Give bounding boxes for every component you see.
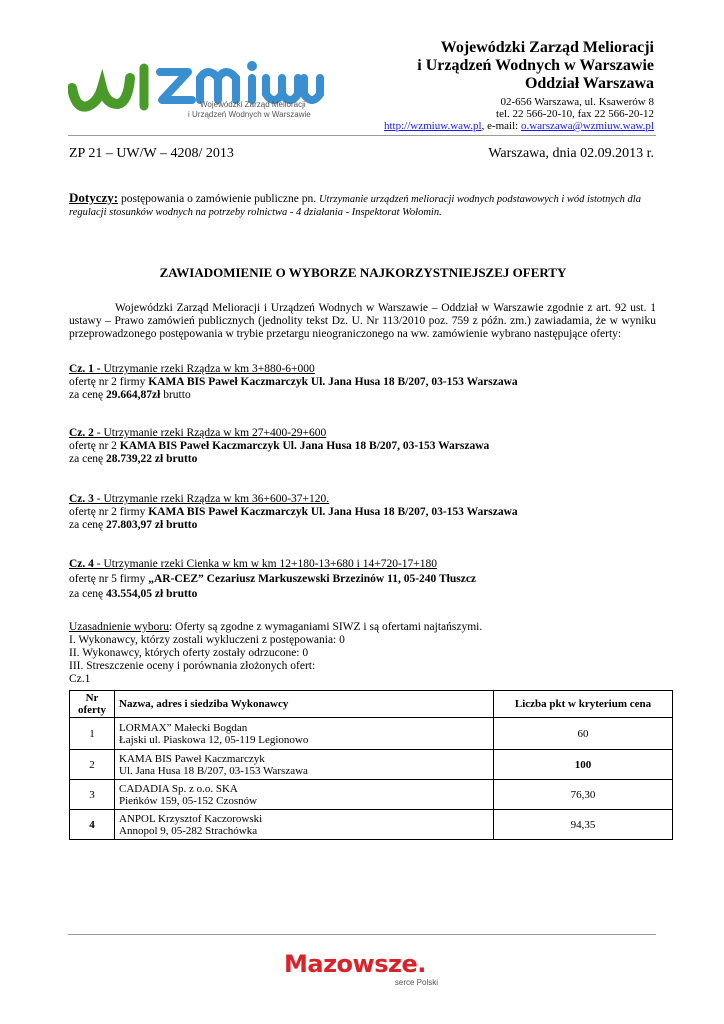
footer-divider	[68, 934, 656, 935]
price: 43.554,05 zł brutto	[106, 588, 198, 600]
cell-contractor	[115, 780, 494, 810]
offer-prefix: ofertę nr 2	[69, 440, 120, 452]
org-name-line3: Oddział Warszawa	[524, 75, 654, 92]
contractor-address: Ul. Jana Husa 18 B/207, 03-153 Warszawa	[119, 764, 308, 777]
org-phone: tel. 22 566-20-10, fax 22 566-20-12	[496, 108, 654, 120]
table-header-row	[70, 691, 673, 718]
website-link[interactable]: http://wzmiuw.waw.pl	[384, 120, 482, 132]
cell-score: 94,35	[494, 810, 673, 840]
justification-text: : Oferty są zgodne z wymaganiami SIWZ i są ofertami najtańszymi.	[168, 621, 483, 633]
justification-line4: Cz.1	[69, 673, 91, 685]
offer-prefix: ofertę nr 2 firmy	[69, 506, 149, 518]
doc-place-date: Warszawa, dnia 02.09.2013 r.	[488, 146, 654, 161]
org-name-line2: i Urządzeń Wodnych w Warszawie	[417, 57, 654, 74]
mazowsze-logo-text: Mazowsze.	[284, 950, 426, 978]
price: 28.739,22 zł brutto	[106, 453, 198, 465]
regarding-label: Dotyczy:	[69, 190, 119, 205]
price-prefix: za cenę	[69, 389, 107, 401]
regarding	[69, 191, 659, 219]
contractor-address: Annopol 9, 05-282 Strachówka	[119, 824, 258, 837]
table-row	[70, 780, 673, 810]
contractor-name: LORMAX” Małecki Bogdan	[119, 721, 248, 734]
col-header-name: Nazwa, adres i siedziba Wykonawcy	[115, 691, 494, 718]
part-3	[69, 493, 669, 532]
cell-nr: 4	[70, 810, 115, 840]
doc-title: ZAWIADOMIENIE O WYBORZE NAJKORZYSTNIEJSZEJ OFERTY	[159, 265, 567, 280]
cell-score: 100	[494, 750, 673, 780]
contractor-name: ANPOL Krzysztof Kaczorowski	[119, 812, 263, 825]
logo-caption-1: Wojewódzki Zarząd Melioracji	[200, 100, 306, 109]
part-label: Cz. 4	[69, 558, 94, 570]
price-prefix: za cenę	[69, 453, 107, 465]
part-title: - Utrzymanie rzeki Cienka w km w km 12+180-13+680 i 14+720-17+180	[93, 558, 438, 570]
offer-firm: KAMA BIS Paweł Kaczmarczyk Ul. Jana Husa 18 B/207, 03-153 Warszawa	[119, 440, 490, 452]
mazowsze-logo	[284, 950, 444, 994]
price-suffix: brutto	[160, 389, 191, 401]
part-label: Cz. 1 -	[69, 363, 101, 375]
part-title: - Utrzymanie rzeki Rządza w km 36+600-37+120.	[93, 493, 330, 505]
price-prefix: za cenę	[69, 588, 107, 600]
intro-paragraph: Wojewódzki Zarząd Melioracji i Urządzeń Wodnych w Warszawie – Oddział w Warszawie zgodnie z art. 92 ust. 1 ustawy – Prawo zamówień publicznych (jednolity tekst Dz. U. Nr 113/2010 poz. 759 z późn. zm.) zawiadamia, że w wyniku przeprowadzonego postępowania w trybie przetargu nieograniczonego na ww. zamówienie wybrano następujące oferty:	[69, 302, 656, 340]
table-row	[70, 718, 673, 750]
table-row	[70, 750, 673, 780]
table-row	[70, 810, 673, 840]
offer-firm: „AR-CEZ” Cezariusz Markuszewski Brzezinów 11, 05-240 Tłuszcz	[148, 573, 477, 585]
col-header-score: Liczba pkt w kryterium cena	[494, 691, 673, 718]
part-1	[69, 363, 669, 402]
cell-contractor	[115, 750, 494, 780]
cell-score: 76,30	[494, 780, 673, 810]
part-title: - Utrzymanie rzeki Rządza w km 27+400-29+600	[93, 427, 327, 439]
cell-nr: 2	[70, 750, 115, 780]
offer-firm: KAMA BIS Paweł Kaczmarczyk Ul. Jana Husa 18 B/207, 03-153 Warszawa	[148, 506, 518, 518]
email-link[interactable]: o.warszawa@wzmiuw.waw.pl	[520, 120, 654, 132]
price-prefix: za cenę	[69, 519, 107, 531]
header-divider	[68, 135, 656, 136]
results-table	[69, 690, 673, 840]
email-label: , e-mail:	[481, 120, 521, 132]
justification	[69, 621, 669, 686]
offer-prefix: ofertę nr 5 firmy	[69, 573, 149, 585]
price: 27.803,97 zł brutto	[106, 519, 198, 531]
part-label: Cz. 3	[69, 493, 94, 505]
cell-nr: 1	[70, 718, 115, 750]
col-header-nr: Nr oferty	[70, 691, 115, 718]
doc-reference: ZP 21 – UW/W – 4208/ 2013	[69, 146, 234, 161]
regarding-subject: Utrzymanie urządzeń melioracji wodnych podstawowych i wód istotnych dla regulacji stosunków wodnych na potrzeby rolnictwa - 4 działania - Inspektorat Wołomin.	[69, 194, 641, 218]
part-label: Cz. 2	[69, 427, 94, 439]
mazowsze-logo-caption: serce Polski	[394, 978, 438, 987]
wzmiuw-logo	[68, 48, 328, 130]
part-title: Utrzymanie rzeki Rządza w km 3+880-6+000	[100, 363, 315, 375]
cell-score: 60	[494, 718, 673, 750]
regarding-text: postępowania o zamówienie publiczne pn.	[118, 193, 319, 205]
justification-label: Uzasadnienie wyboru	[69, 621, 169, 633]
cell-contractor	[115, 810, 494, 840]
justification-line2: II. Wykonawcy, których oferty zostały odrzucone: 0	[69, 647, 309, 659]
part-2	[69, 427, 669, 466]
offer-prefix: ofertę nr 2 firmy	[69, 376, 149, 388]
org-contact	[384, 120, 654, 133]
justification-line3: III. Streszczenie oceny i porównania złożonych ofert:	[69, 660, 316, 672]
cell-contractor	[115, 718, 494, 750]
cell-nr: 3	[70, 780, 115, 810]
org-address: 02-656 Warszawa, ul. Ksawerów 8	[500, 96, 654, 108]
offer-firm: KAMA BIS Paweł Kaczmarczyk Ul. Jana Husa 18 B/207, 03-153 Warszawa	[148, 376, 518, 388]
org-name-line1: Wojewódzki Zarząd Melioracji	[440, 39, 654, 56]
contractor-name: CADADIA Sp. z o.o. SKA	[119, 782, 238, 795]
justification-line1: I. Wykonawcy, którzy zostali wykluczeni z postępowania: 0	[69, 634, 345, 646]
contractor-name: KAMA BIS Paweł Kaczmarczyk	[119, 752, 265, 765]
logo-caption-2: i Urządzeń Wodnych w Warszawie	[188, 110, 311, 119]
contractor-address: Łajski ul. Piaskowa 12, 05-119 Legionowo	[119, 733, 309, 746]
price: 29.664,87zł	[106, 389, 161, 401]
part-4	[69, 557, 669, 602]
contractor-address: Pieńków 159, 05-152 Czosnów	[119, 794, 258, 807]
